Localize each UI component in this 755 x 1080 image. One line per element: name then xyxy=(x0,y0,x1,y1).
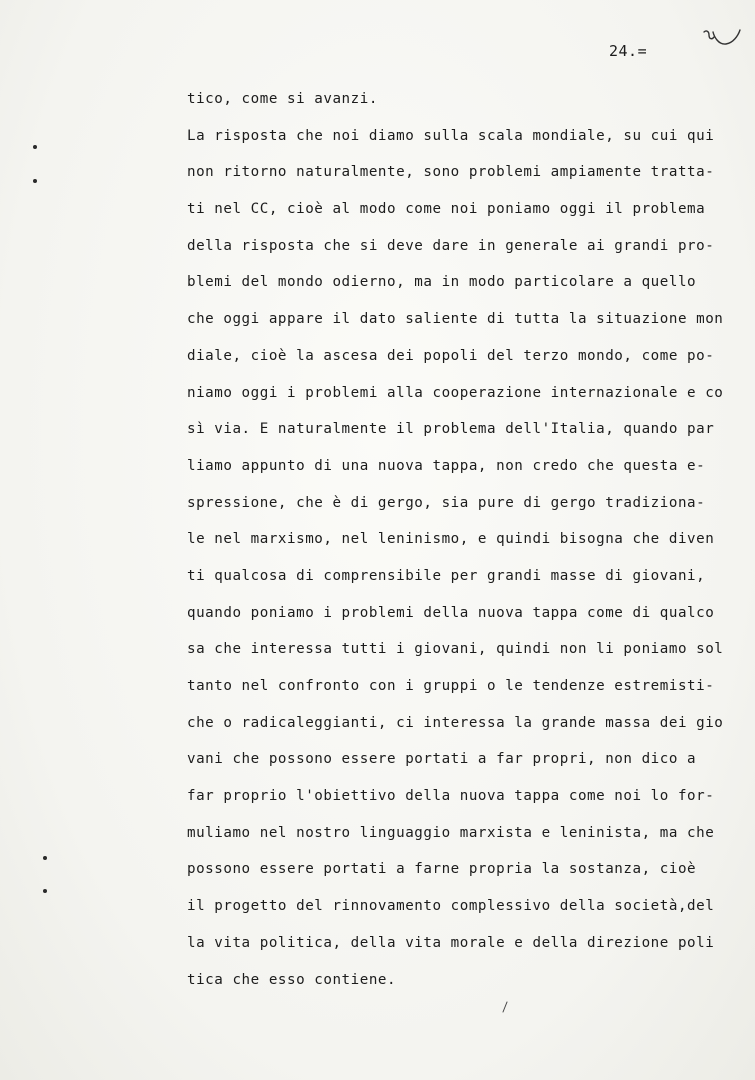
margin-dot xyxy=(33,179,37,183)
text-line: tanto nel confronto con i gruppi o le tendenze estremisti- xyxy=(187,678,715,694)
typewritten-body xyxy=(187,88,727,1005)
text-line: che oggi appare il dato saliente di tutta la situazione mon xyxy=(187,311,724,328)
text-line: della risposta che si deve dare in generale ai grandi pro- xyxy=(187,237,715,254)
text-line: la vita politica, della vita morale e della direzione poli xyxy=(187,934,715,951)
text-line: spressione, che è di gergo, sia pure di gergo tradiziona- xyxy=(187,494,706,511)
margin-dot xyxy=(43,856,47,860)
text-line: tica che esso contiene. xyxy=(187,971,397,988)
text-line: quando poniamo i problemi della nuova tappa come di qualco xyxy=(187,604,715,621)
text-line: La risposta che noi diamo sulla scala mondiale, su cui qui xyxy=(187,127,715,144)
stray-pen-mark-icon xyxy=(500,1000,510,1014)
text-line: sa che interessa tutti i giovani, quindi non li poniamo sol xyxy=(187,641,724,658)
text-line: il progetto del rinnovamento complessivo della società,del xyxy=(187,898,715,915)
text-line: far proprio l'obiettivo della nuova tappa come noi lo for- xyxy=(187,788,715,805)
text-line: tico, come si avanzi. xyxy=(187,91,378,107)
text-line: le nel marxismo, nel leninismo, e quindi bisogna che diven xyxy=(187,531,715,548)
handwritten-mark-icon xyxy=(700,26,742,52)
text-line: non ritorno naturalmente, sono problemi ampiamente tratta- xyxy=(187,164,715,181)
text-line: che o radicaleggianti, ci interessa la grande massa dei gio xyxy=(187,714,724,731)
text-line: blemi del mondo odierno, ma in modo particolare a quello xyxy=(187,274,697,291)
text-line: sì via. E naturalmente il problema dell'Italia, quando par xyxy=(187,421,715,438)
text-line: ti qualcosa di comprensibile per grandi masse di giovani, xyxy=(187,567,706,584)
text-line: niamo oggi i problemi alla cooperazione internazionale e co xyxy=(187,384,724,401)
text-line: possono essere portati a farne propria la sostanza, cioè xyxy=(187,861,697,878)
text-line: ti nel CC, cioè al modo come noi poniamo oggi il problema xyxy=(187,201,706,218)
text-line: muliamo nel nostro linguaggio marxista e leninista, ma che xyxy=(187,824,715,841)
page-number: 24.= xyxy=(609,42,648,60)
text-line: liamo appunto di una nuova tappa, non credo che questa e- xyxy=(187,457,706,474)
margin-dot xyxy=(33,145,37,149)
text-line: diale, cioè la ascesa dei popoli del terzo mondo, come po- xyxy=(187,347,715,364)
text-line: vani che possono essere portati a far propri, non dico a xyxy=(187,751,697,768)
margin-dot xyxy=(43,889,47,893)
